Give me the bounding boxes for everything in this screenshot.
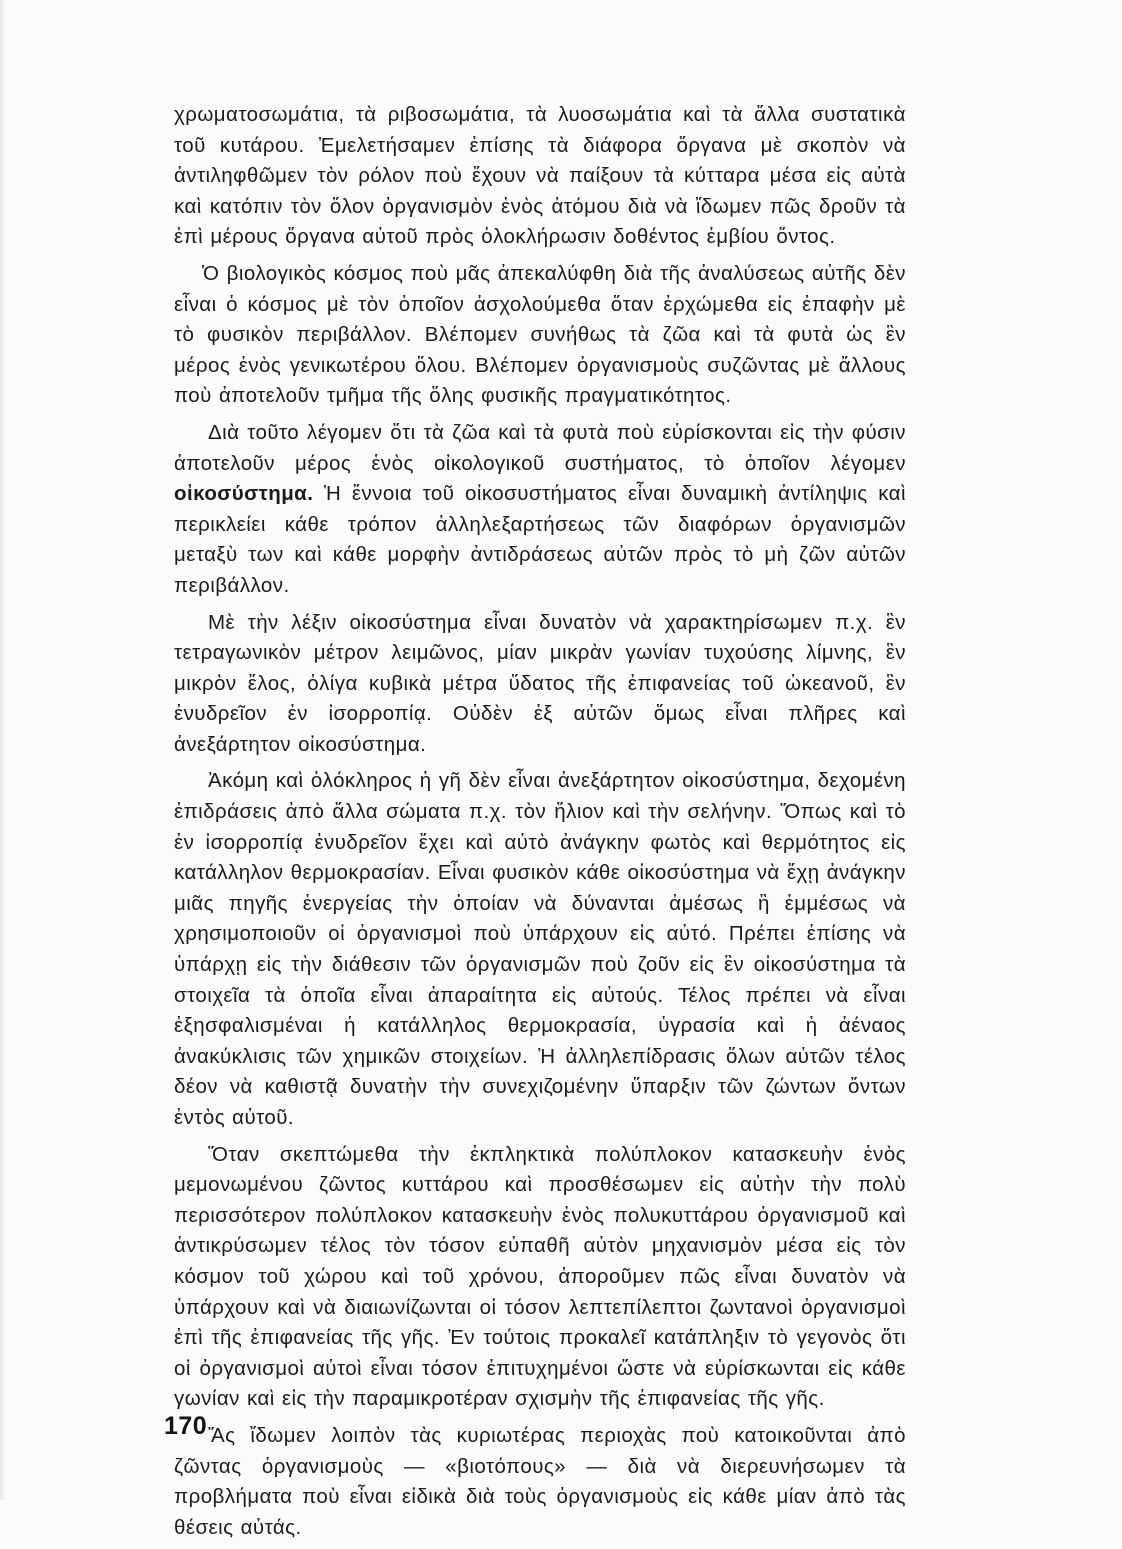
paragraph-6: Ὅταν σκεπτώμεθα τὴν ἐκπληκτικὰ πολύπλοκον κατασκευὴν ἑνὸς μεμονωμένου ζῶντος κυττάρου καὶ προσθέσωμεν εἰς αὐτὴν τὴν πολὺ περισσότερον πολύπλοκον κατασκευὴν ἑνὸς πολυκυττάρου ὀργανισμοῦ καὶ ἀντικρύσωμεν τέλος τὸν τόσον εὐπαθῆ αὐτὸν μηχανισμὸν μέσα εἰς τὸν κόσμον τοῦ χώρου καὶ τοῦ χρόνου, ἀπορoῦμεν πῶς εἶναι δυνατὸν νὰ ὑπάρχουν καὶ νὰ διαιωνίζωνται οἱ τόσον λεπτεπίλεπτοι ζωντανοὶ ὀργανισμοὶ ἐπὶ τῆς ἐπιφανείας τῆς γῆς. Ἐν τούτοις προκαλεῖ κατάπληξιν τὸ γεγονὸς ὅτι οἱ ὀργανισμοὶ αὐτοὶ εἶναι τόσον ἐπιτυχημένοι ὥστε νὰ εὑρίσκωνται εἰς κάθε γωνίαν καὶ εἰς τὴν παραμικροτέραν σχισμὴν τῆς ἐπιφανείας τῆς γῆς. (174, 1142, 906, 1411)
paragraph-5: Ἀκόμη καὶ ὁλόκληρος ἡ γῆ δὲν εἶναι ἀνεξάρτητον οἰκοσύστημα, δεχομένη ἐπιδράσεις ἀπὸ ἄλλα σώματα π.χ. τὸν ἥλιον καὶ τὴν σελήνην. Ὅπως καὶ τὸ ἐν ἰσορροπίᾳ ἐνυδρεῖον ἔχει καὶ αὐτὸ ἀνάγκην φωτὸς καὶ θερμότητος εἰς κατάλληλον θερμοκρασίαν. Εἶναι φυσικὸν κάθε οἰκοσύστημα νὰ ἔχῃ ἀνάγκην μιᾶς πηγῆς ἐνεργείας τὴν ὁποίαν νὰ δύνανται ἀμέσως ἢ ἐμμέσως νὰ χρησιμοποιοῦν οἱ ὀργανισμοὶ ποὺ ὑπάρχουν εἰς αὐτό. Πρέπει ἐπίσης νὰ ὑπάρχῃ εἰς τὴν διάθεσιν τῶν ὀργανισμῶν ποὺ ζοῦν εἰς ἓν οἰκοσύστημα τὰ στοιχεῖα τὰ ὁποῖα εἶναι ἀπαραίτητα εἰς αὐτούς. Τέλος πρέπει νὰ εἶναι ἐξησφαλισμέναι ἡ κατάλληλος θερμοκρασία, ὑγρασία καὶ ἡ ἀέναος ἀνακύκλισις τῶν χημικῶν στοιχείων. Ἡ ἀλληλεπίδρασις ὅλων αὐτῶν τέλος δέον νὰ καθιστᾷ δυνατὴν τὴν συνεχιζομένην ὕπαρξιν τῶν ζώντων ὄντων ἐντὸς αὐτοῦ. (174, 769, 906, 1129)
paragraph-1: χρωματοσωμάτια, τὰ ριβοσωμάτια, τὰ λυοσωμάτια καὶ τὰ ἄλλα συστατικὰ τοῦ κυτάρου. Ἐμελετήσαμεν ἐπίσης τὰ διάφορα ὄργανα μὲ σκοπὸν νὰ ἀντιληφθῶμεν τὸν ρόλον ποὺ ἔχουν νὰ παίξουν τὰ κύτταρα μέσα εἰς αὐτὰ καὶ κατόπιν τὸν ὅλον ὀργανισμὸν ἑνὸς ἀτόμου διὰ νὰ ἴδωμεν πῶς δροῦν τὰ ἐπὶ μέρους ὄργανα αὐτοῦ πρὸς ὁλοκλήρωσιν δοθέντος ἐμβίου ὄντος. (174, 103, 906, 249)
page-gutter-shadow (0, 0, 6, 1500)
paragraph-4: Μὲ τὴν λέξιν οἰκοσύστημα εἶναι δυνατὸν νὰ χαρακτηρίσωμεν π.χ. ἓν τετραγωνικὸν μέτρον λειμῶνος, μίαν μικρὰν γωνίαν τυχούσης λίμνης, ἓν μικρὸν ἕλος, ὀλίγα κυβικὰ μέτρα ὕδατος τῆς ἐπιφανείας τοῦ ὠκεανοῦ, ἓν ἐνυδρεῖον ἐν ἰσορροπίᾳ. Οὐδὲν ἐξ αὐτῶν ὅμως εἶναι πλῆρες καὶ ἀνεξάρτητον οἰκοσύστημα. (174, 610, 906, 756)
term-oikosystema: οἰκοσύστημα. (174, 482, 314, 506)
paragraph-2: Ὁ βιολογικὸς κόσμος ποὺ μᾶς ἀπεκαλύφθη διὰ τῆς ἀναλύσεως αὐτῆς δὲν εἶναι ὁ κόσμος μὲ τὸν ὁποῖον ἀσχολούμεθα ὅταν ἐρχώμεθα εἰς ἐπαφὴν μὲ τὸ φυσικὸν περιβάλλον. Βλέπομεν συνήθως τὰ ζῶα καὶ τὰ φυτὰ ὡς ἓν μέρος ἑνὸς γενικωτέρου ὅλου. Βλέπομεν ὀργανισμοὺς συζῶντας μὲ ἄλλους ποὺ ἀποτελοῦν τμῆμα τῆς ὅλης φυσικῆς πραγματικότητος. (174, 261, 906, 408)
paragraph-3 (174, 418, 906, 602)
page-number: 170 (164, 1412, 208, 1440)
paragraph-3-text-before: Διὰ τοῦτο λέγομεν ὅτι τὰ ζῶα καὶ τὰ φυτὰ ποὺ εὑρίσκονται εἰς τὴν φύσιν ἀποτελοῦν μέρος ἑνὸς οἰκολογικοῦ συστήματος, τὸ ὁποῖον λέγομεν (174, 420, 906, 475)
paragraph-7: Ἄς ἴδωμεν λοιπὸν τὰς κυριωτέρας περιοχὰς ποὺ κατοικοῦνται ἀπὸ ζῶντας ὀργανισμοὺς — «βιοτόπους» — διὰ νὰ διερευνήσωμεν τὰ προβλήματα ποὺ εἶναι εἰδικὰ διὰ τοὺς ὀργανισμοὺς εἰς κάθε μίαν ἀπὸ τὰς θέσεις αὐτάς. (174, 1423, 906, 1539)
paragraph-3-text-after: Ἡ ἔννοια τοῦ οἰκοσυστήματος εἶναι δυναμικὴ ἀντίληψις καὶ περικλείει κάθε τρόπον ἀλληλεξαρτήσεως τῶν διαφόρων ὀργανισμῶν μεταξὺ των καὶ κάθε μορφὴν ἀντιδράσεως αὐτῶν πρὸς τὸ μὴ ζῶν αὐτῶν περιβάλλον. (174, 482, 906, 597)
body-text-column (174, 100, 906, 1549)
